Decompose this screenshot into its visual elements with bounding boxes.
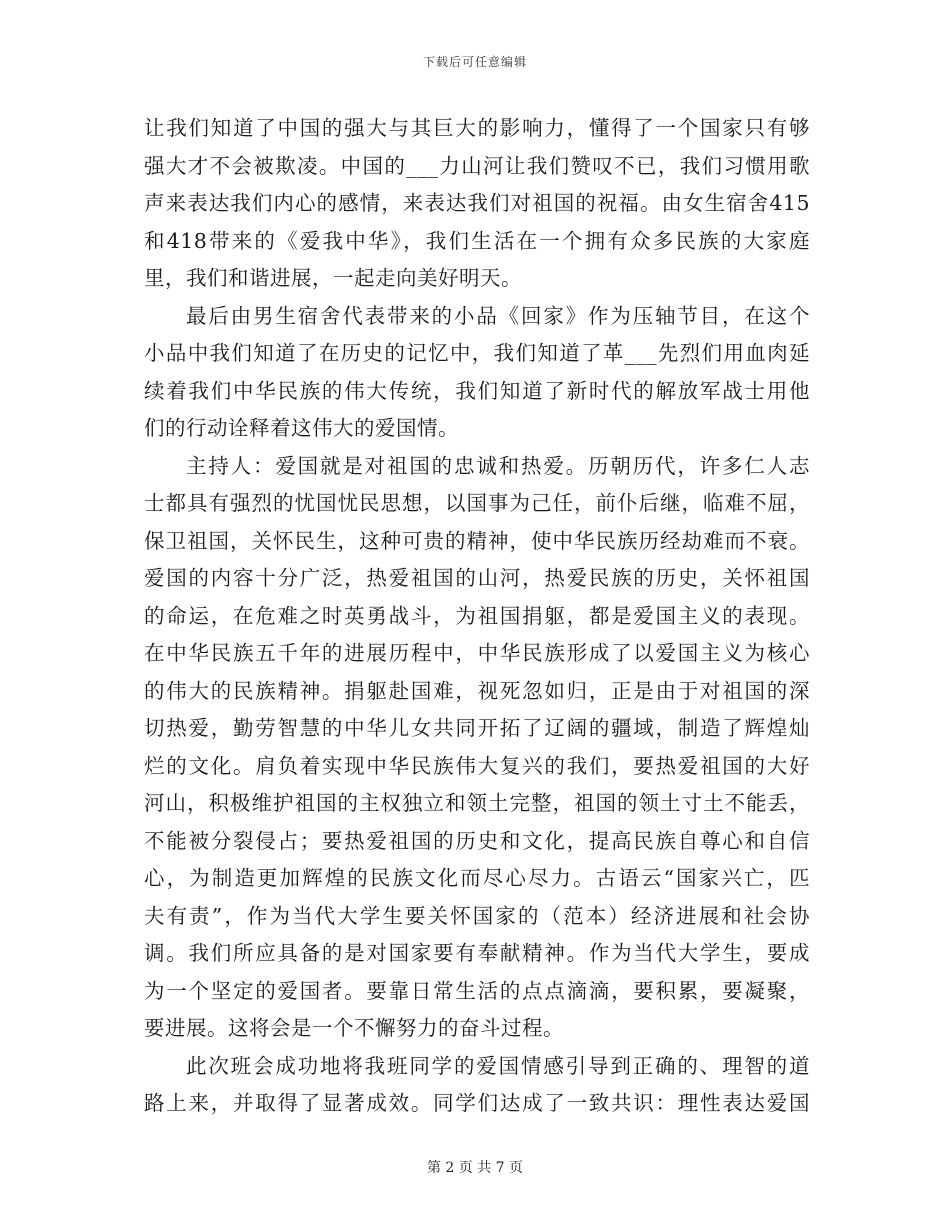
- text-line: 夫有责”，作为当代大学生要关怀国家的（范本）经济进展和社会协: [144, 903, 810, 928]
- text-line: 为一个坚定的爱国者。要靠日常生活的点点滴滴，要积累，要凝聚，: [144, 978, 810, 1003]
- page-footer: 第 2 页 共 7 页: [426, 1160, 524, 1176]
- text-line: 士都具有强烈的忧国忧民思想，以国事为己任，前仆后继，临难不屈，: [144, 491, 810, 515]
- text-line: 续着我们中华民族的伟大传统，我们知道了新时代的解放军战士用他: [144, 378, 810, 403]
- text-line: 里，我们和谐进展，一起走向美好明天。: [144, 266, 522, 290]
- text-line: 切热爱，勤劳智慧的中华儿女共同开拓了辽阔的疆域，制造了辉煌灿: [144, 716, 810, 740]
- text-line: 此次班会成功地将我班同学的爱国情感引导到正确的、理智的道: [186, 1053, 810, 1078]
- page-header: 下载后可任意编辑: [422, 55, 527, 69]
- text-line: 烂的文化。肩负着实现中华民族伟大复兴的我们，要热爱祖国的大好: [144, 753, 810, 778]
- text-line: 心，为制造更加辉煌的民族文化而尽心尽力。古语云“国家兴亡，匹: [144, 866, 810, 890]
- text-line: 不能被分裂侵占；要热爱祖国的历史和文化，提高民族自尊心和自信: [144, 828, 810, 853]
- text-line: 路上来，并取得了显著成效。同学们达成了一致共识：理性表达爱国: [144, 1091, 810, 1115]
- text-line: 河山，积极维护祖国的主权独立和领土完整，祖国的领土寸土不能丢，: [144, 791, 810, 815]
- text-line: 让我们知道了中国的强大与其巨大的影响力，懂得了一个国家只有够: [144, 116, 810, 140]
- text-line: 最后由男生宿舍代表带来的小品《回家》作为压轴节目，在这个: [186, 303, 810, 328]
- text-line: 要进展。这将会是一个不懈努力的奋斗过程。: [144, 1016, 564, 1040]
- text-line: 声来表达我们内心的感情，来表达我们对祖国的祝福。由女生宿舍415: [144, 191, 810, 215]
- text-line: 在中华民族五千年的进展历程中，中华民族形成了以爱国主义为核心: [144, 641, 810, 665]
- text-line: 强大才不会被欺凌。中国的___力山河让我们赞叹不已，我们习惯用歌: [144, 153, 810, 178]
- document-body: [144, 110, 810, 1123]
- text-line: 的命运，在危难之时英勇战斗，为祖国捐躯，都是爱国主义的表现。: [144, 603, 810, 628]
- text-line: 的伟大的民族精神。捐躯赴国难，视死忽如归，正是由于对祖国的深: [144, 678, 810, 703]
- text-line: 保卫祖国，关怀民生，这种可贵的精神，使中华民族历经劫难而不衰。: [144, 528, 810, 553]
- text-line: 爱国的内容十分广泛，热爱祖国的山河，热爱民族的历史，关怀祖国: [144, 566, 810, 590]
- text-line: 和418带来的《爱我中华》，我们生活在一个拥有众多民族的大家庭: [144, 228, 810, 253]
- text-line: 主持人：爱国就是对祖国的忠诚和热爱。历朝历代，许多仁人志: [186, 453, 810, 478]
- text-line: 调。我们所应具备的是对国家要有奉献精神。作为当代大学生，要成: [144, 941, 810, 965]
- text-line: 们的行动诠释着这伟大的爱国情。: [144, 416, 459, 440]
- text-line: 小品中我们知道了在历史的记忆中，我们知道了革___先烈们用血肉延: [144, 341, 810, 365]
